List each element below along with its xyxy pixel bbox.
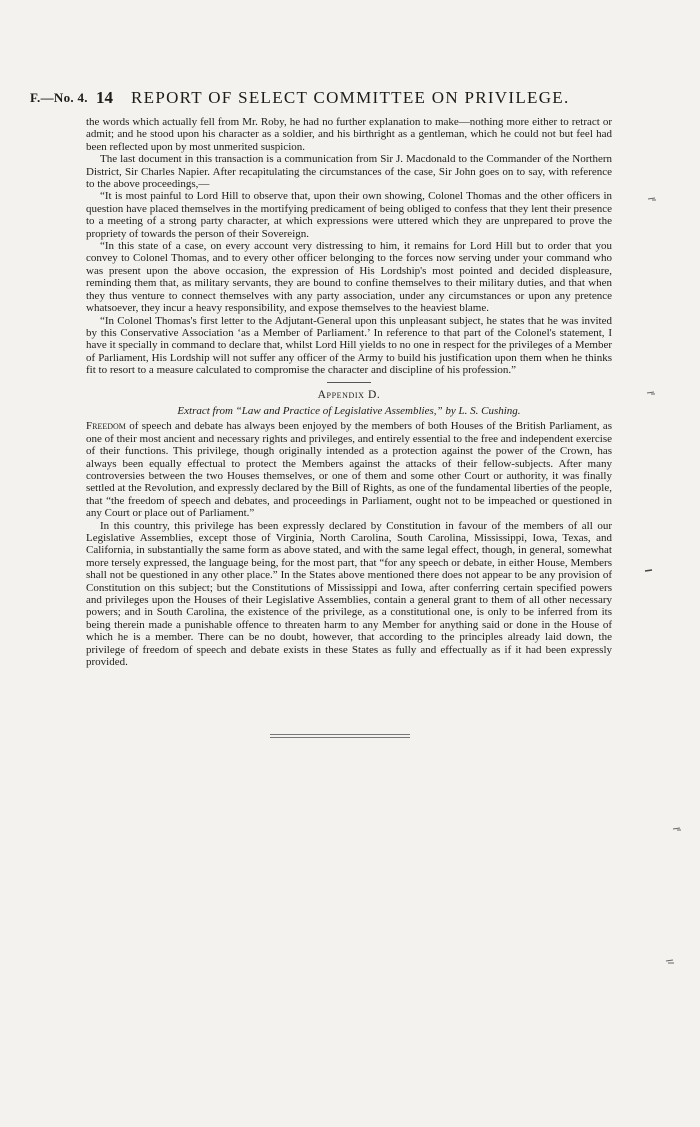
margin-mark: [665, 958, 675, 964]
paragraph-last-document: The last document in this transaction is a communication from Sir J. Macdonald to the Commander of the Northern District, Sir Charles Napier. After recapitulating the circumstances of the case, Sir John goes on to say, with reference to the above proceedings,—: [86, 153, 612, 191]
margin-mark: [646, 390, 656, 396]
page-number: 14: [96, 88, 113, 107]
margin-mark: [644, 568, 654, 574]
document-body: [86, 116, 612, 668]
paragraph-quote-1: “It is most painful to Lord Hill to observe that, upon their own showing, Colonel Thomas and the other officers in question have placed themselves in the mortifying predicament of being obliged to confess that they lent their presence to a meeting of a strong party character, at which expressions were uttered which they are unprepared to prove the propriety of towards the person of their Sovereign.: [86, 190, 612, 240]
appendix-title: Appendix D.: [317, 388, 381, 401]
paragraph-quote-3: “In Colonel Thomas's first letter to the Adjutant-General upon this unpleasant subject, he states that he was invited by this Conservative Association ‘as a Member of Parliament.’ In reference to that part of the Colonel's statement, I have it specially in command to declare that, whilst Lord Hill yields to no one in respect for the privileges of a Member of Parliament, His Lordship will not suffer any officer of the Army to build his justification upon them when he thinks fit to resort to a measure calculated to compromise the character and discipline of his profession.”: [86, 314, 612, 377]
appendix-paragraph-1: [86, 420, 612, 519]
appendix-paragraph-1-text: of speech and debate has always been enjoyed by the members of both Houses of the British Parliament, as one of their most ancient and necessary rights and privileges, and entirely essential to the free and independent exercise of their functions. This privilege, though originally intended as a protection against the power of the Crown, has always been equally effectual to protect the Members against the attacks of their fellow-subjects. After many controversies between the two Houses themselves, or one of them and some other Court or authority, it was finally settled at the Revolution, and expressly declared by the Bill of Rights, as one of the fundamental liberties of the people, that “the freedom of speech and debates, and proceedings in Parliament, ought not to be impeached or questioned in any Court or place out of Parliament.”: [86, 420, 612, 520]
appendix-paragraph-2: In this country, this privilege has been expressly declared by Constitution in favour of the members of all our Legislative Assemblies, except those of Virginia, North Carolina, South Carolina, Mississippi, Iowa, Texas, and California, in substantially the same form as above stated, and with the same legal effect, though, in general, somewhat more tersely expressed, the language being, for the most part, that “for any speech or debate, in either House, Members shall not be questioned in any other place.” In the States above mentioned there does not appear to be any provision of Constitution on this subject; but the Constitutions of Mississippi and Iowa, after conferring certain specified powers and privileges upon the Houses of their Legislative Assemblies, contain a general grant to them of all other necessary powers; and in South Carolina, the existence of the privilege, as a constitutional one, is only to be inferred from its being therein made a punishable offence to threaten harm to any Member for anything said or done in the House of which he is a member. There can be no doubt, however, that according to the principles already laid down, the privilege of freedom of speech and debate exists in these States as fully and effectually as if it had been expressly provided.: [86, 519, 612, 669]
drop-word: Freedom: [86, 420, 126, 433]
running-title: REPORT OF SELECT COMMITTEE ON PRIVILEGE.: [131, 88, 570, 107]
paragraph-continuation: the words which actually fell from Mr. Roby, he had no further explanation to make—nothing more either to retract or admit; and he stood upon his character as a soldier, and his birthright as a gentleman, which he could not but feel had been reflected upon by most unmerited suspicion.: [86, 116, 612, 153]
paragraph-quote-2: “In this state of a case, on every account very distressing to him, it remains for Lord Hill but to order that you convey to Colonel Thomas, and to every other officer belonging to the forces now serving under your command who was present upon the above occasion, the expression of His Lordship's most pointed and decided displeasure, reminding them that, as military servants, they are bound to confine themselves to their military duties, and that when they thus venture to connect themselves with any party association, under any circumstances or upon any pretence whatsoever, they incur a heavy responsibility, and expose themselves to the heaviest blame.: [86, 240, 612, 315]
end-rule-line-2: [270, 737, 410, 740]
section-divider: [327, 382, 371, 383]
page-header: [30, 88, 660, 110]
margin-mark: [647, 196, 657, 202]
extract-title: Extract from “Law and Practice of Legislative Assemblies,” by L. S. Cushing.: [177, 404, 521, 417]
document-reference: F.—No. 4.: [30, 90, 88, 105]
end-rule: [270, 734, 410, 740]
margin-mark: [672, 826, 682, 832]
